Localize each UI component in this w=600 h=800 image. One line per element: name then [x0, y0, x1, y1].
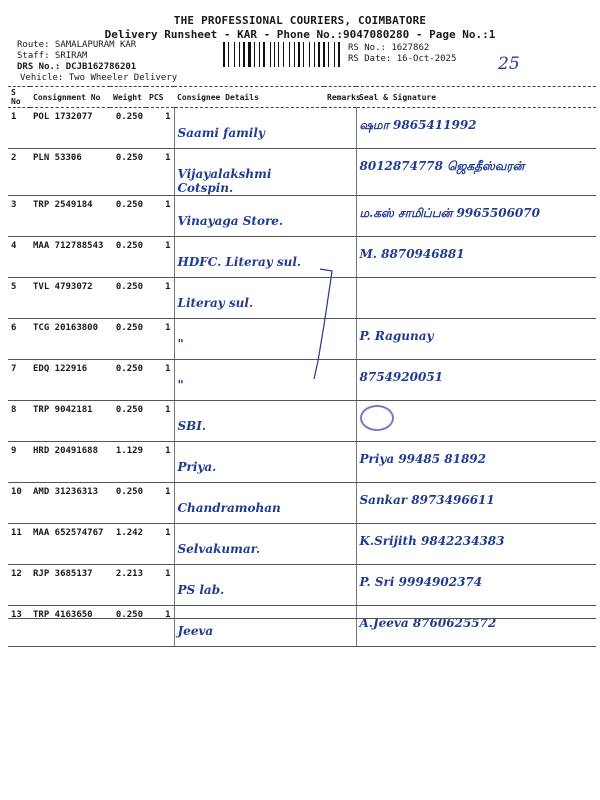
col-sno: S No — [8, 87, 30, 108]
row-consignment-no: RJP 3685137 — [30, 565, 110, 606]
handwritten-consignee: Priya. — [177, 460, 217, 474]
row-pcs: 1 — [146, 278, 174, 319]
handwritten-signature: Sankar 8973496611 — [359, 493, 495, 507]
row-sno: 12 — [8, 565, 30, 606]
table-row — [8, 606, 596, 647]
row-consignee — [174, 196, 324, 237]
row-consignment-no: TRP 9042181 — [30, 401, 110, 442]
handwritten-signature: Priya 99485 81892 — [359, 452, 487, 466]
row-sno: 11 — [8, 524, 30, 565]
handwritten-signature: P. Sri 9994902374 — [359, 575, 483, 589]
barcode-bar — [294, 42, 295, 67]
row-signature — [356, 483, 596, 524]
row-consignee — [174, 524, 324, 565]
row-weight: 2.213 — [110, 565, 146, 606]
handwritten-signature: 8754920051 — [359, 370, 443, 384]
barcode-bar — [234, 42, 235, 67]
row-weight: 0.250 — [110, 108, 146, 149]
handwritten-consignee: Selvakumar. — [177, 542, 261, 556]
barcode-bar — [254, 42, 255, 67]
row-consignee — [174, 108, 324, 149]
barcode-bar — [323, 42, 325, 67]
barcode-bar — [278, 42, 279, 67]
row-remarks — [324, 606, 356, 647]
barcode-bar — [276, 42, 277, 67]
table-header-row — [8, 87, 596, 108]
handwritten-consignee: Literay sul. — [177, 296, 254, 310]
barcode-bar — [301, 42, 302, 67]
barcode-bar — [241, 42, 242, 67]
table-row — [8, 524, 596, 565]
barcode-bar — [252, 42, 253, 67]
row-signature — [356, 149, 596, 196]
barcode — [223, 42, 343, 67]
barcode-bar — [285, 42, 288, 67]
barcode-bar — [274, 42, 276, 67]
table-row — [8, 149, 596, 196]
handwritten-consignee: " — [177, 337, 184, 351]
rs-number: RS No.: 1627862 — [348, 43, 430, 53]
barcode-bar — [314, 42, 315, 67]
row-weight: 0.250 — [110, 360, 146, 401]
row-signature — [356, 360, 596, 401]
row-sno: 9 — [8, 442, 30, 483]
barcode-bar — [321, 42, 322, 67]
row-pcs: 1 — [146, 442, 174, 483]
handwritten-signature: P. Ragunay — [359, 329, 434, 343]
row-weight: 0.250 — [110, 606, 146, 647]
row-pcs: 1 — [146, 108, 174, 149]
handwritten-signature: 8012874778 ஜெகதீஸ்வரன் — [359, 159, 525, 173]
barcode-bar — [326, 42, 327, 67]
drs-number: DRS No.: DCJB162786201 — [17, 62, 137, 72]
barcode-bar — [336, 42, 337, 67]
barcode-bar — [266, 42, 269, 67]
row-consignee — [174, 606, 324, 647]
rs-date: RS Date: 16-Oct-2025 — [348, 54, 457, 64]
row-signature — [356, 319, 596, 360]
staff-label: Staff: SRIRAM — [17, 51, 88, 61]
row-pcs: 1 — [146, 149, 174, 196]
barcode-bar — [230, 42, 233, 67]
row-consignment-no: TRP 2549184 — [30, 196, 110, 237]
row-weight: 0.250 — [110, 319, 146, 360]
col-pcs: PCS — [146, 87, 174, 108]
handwritten-signature: M. 8870946881 — [359, 247, 465, 261]
row-signature — [356, 237, 596, 278]
row-consignee — [174, 565, 324, 606]
handwritten-consignee: HDFC. Literay sul. — [177, 255, 302, 269]
row-weight: 0.250 — [110, 483, 146, 524]
route-label: Route: SAMALAPURAM KAR — [17, 40, 137, 50]
barcode-bar — [256, 42, 258, 67]
barcode-bar — [316, 42, 317, 67]
table-row — [8, 108, 596, 149]
row-consignment-no: MAA 712788543 — [30, 237, 110, 278]
col-remarks: Remarks — [324, 87, 356, 108]
office-stamp-icon — [360, 405, 394, 431]
row-signature — [356, 401, 596, 442]
barcode-bar — [259, 42, 260, 67]
row-signature — [356, 108, 596, 149]
row-remarks — [324, 565, 356, 606]
row-consignee — [174, 149, 324, 196]
barcode-bar — [243, 42, 245, 67]
row-weight: 0.250 — [110, 278, 146, 319]
row-pcs: 1 — [146, 360, 174, 401]
row-weight: 1.242 — [110, 524, 146, 565]
row-consignment-no: HRD 20491688 — [30, 442, 110, 483]
table-row — [8, 565, 596, 606]
barcode-bar — [239, 42, 240, 67]
row-consignment-no: EDQ 122916 — [30, 360, 110, 401]
row-remarks — [324, 196, 356, 237]
barcode-bar — [311, 42, 313, 67]
barcode-bar — [226, 42, 227, 67]
runsheet-subtitle: Delivery Runsheet - KAR - Phone No.:9047080280 - Page No.:1 — [104, 28, 496, 41]
table-row — [8, 196, 596, 237]
handwritten-consignee: Saami family — [177, 126, 265, 140]
row-remarks — [324, 401, 356, 442]
handwritten-consignee: Jeeva — [177, 624, 214, 638]
ditto-stroke — [300, 265, 340, 385]
table-row — [8, 483, 596, 524]
barcode-bar — [228, 42, 229, 67]
barcode-bar — [236, 42, 238, 67]
barcode-bar — [291, 42, 293, 67]
barcode-bar — [261, 42, 262, 67]
barcode-bar — [280, 42, 282, 67]
row-pcs: 1 — [146, 606, 174, 647]
handwritten-consignee: SBI. — [177, 419, 207, 433]
barcode-bar — [309, 42, 310, 67]
handwritten-consignee: Vinayaga Store. — [177, 214, 284, 228]
row-sno: 6 — [8, 319, 30, 360]
barcode-bar — [296, 42, 297, 67]
col-consignment: Consignment No — [30, 87, 110, 108]
row-sno: 3 — [8, 196, 30, 237]
barcode-bar — [270, 42, 271, 67]
row-weight: 1.129 — [110, 442, 146, 483]
handwritten-signature: ம.கஸ் சாமிப்பன் 9965506070 — [359, 206, 540, 220]
row-sno: 4 — [8, 237, 30, 278]
row-signature — [356, 606, 596, 647]
row-consignment-no: MAA 652574767 — [30, 524, 110, 565]
barcode-bar — [303, 42, 304, 67]
row-weight: 0.250 — [110, 237, 146, 278]
vehicle-label: Vehicle: Two Wheeler Delivery — [20, 73, 178, 83]
row-pcs: 1 — [146, 524, 174, 565]
row-sno: 8 — [8, 401, 30, 442]
row-pcs: 1 — [146, 483, 174, 524]
row-remarks — [324, 149, 356, 196]
handwritten-consignee: " — [177, 378, 184, 392]
row-sno: 5 — [8, 278, 30, 319]
handwritten-signature: ஷமா 9865411992 — [359, 118, 477, 132]
row-sno: 1 — [8, 108, 30, 149]
barcode-bar — [272, 42, 273, 67]
col-seal-signature: Seal & Signature — [356, 87, 596, 108]
row-sno: 13 — [8, 606, 30, 647]
row-sno: 10 — [8, 483, 30, 524]
row-weight: 0.250 — [110, 196, 146, 237]
row-pcs: 1 — [146, 565, 174, 606]
row-signature — [356, 565, 596, 606]
barcode-bar — [298, 42, 300, 67]
row-signature — [356, 442, 596, 483]
table-row — [8, 401, 596, 442]
handwritten-consignee: Vijayalakshmi Cotspin. — [177, 167, 272, 195]
handwritten-page-mark: 25 — [498, 54, 520, 74]
row-consignment-no: PLN 53306 — [30, 149, 110, 196]
row-pcs: 1 — [146, 237, 174, 278]
row-pcs: 1 — [146, 401, 174, 442]
barcode-bar — [248, 42, 251, 67]
handwritten-signature: K.Srijith 9842234383 — [359, 534, 505, 548]
barcode-bar — [289, 42, 290, 67]
handwritten-consignee: PS lab. — [177, 583, 225, 597]
row-consignment-no: TRP 4163650 — [30, 606, 110, 647]
table-bottom-rule — [8, 618, 596, 619]
barcode-bar — [328, 42, 329, 67]
row-remarks — [324, 483, 356, 524]
row-consignee — [174, 483, 324, 524]
row-pcs: 1 — [146, 196, 174, 237]
runsheet-company-title: THE PROFESSIONAL COURIERS, COIMBATORE — [173, 14, 427, 27]
row-weight: 0.250 — [110, 401, 146, 442]
row-consignment-no: TCG 20163800 — [30, 319, 110, 360]
row-consignment-no: TVL 4793072 — [30, 278, 110, 319]
barcode-bar — [330, 42, 333, 67]
row-weight: 0.250 — [110, 149, 146, 196]
row-signature — [356, 524, 596, 565]
barcode-bar — [318, 42, 320, 67]
barcode-bar — [341, 42, 342, 67]
barcode-bar — [283, 42, 284, 67]
row-sno: 2 — [8, 149, 30, 196]
row-remarks — [324, 524, 356, 565]
barcode-bar — [338, 42, 340, 67]
barcode-bar — [246, 42, 247, 67]
row-pcs: 1 — [146, 319, 174, 360]
table-row — [8, 442, 596, 483]
row-remarks — [324, 442, 356, 483]
barcode-bar — [263, 42, 265, 67]
handwritten-consignee: Chandramohan — [177, 501, 281, 515]
row-remarks — [324, 108, 356, 149]
row-consignment-no: AMD 31236313 — [30, 483, 110, 524]
handwritten-signature: A.Jeeva 8760625572 — [359, 616, 497, 630]
barcode-bar — [334, 42, 335, 67]
col-weight: Weight — [110, 87, 146, 108]
row-consignment-no: POL 1732077 — [30, 108, 110, 149]
col-consignee: Consignee Details — [174, 87, 324, 108]
row-signature — [356, 196, 596, 237]
row-sno: 7 — [8, 360, 30, 401]
row-signature — [356, 278, 596, 319]
row-consignee — [174, 401, 324, 442]
barcode-bar — [305, 42, 308, 67]
barcode-bar — [223, 42, 225, 67]
row-consignee — [174, 442, 324, 483]
